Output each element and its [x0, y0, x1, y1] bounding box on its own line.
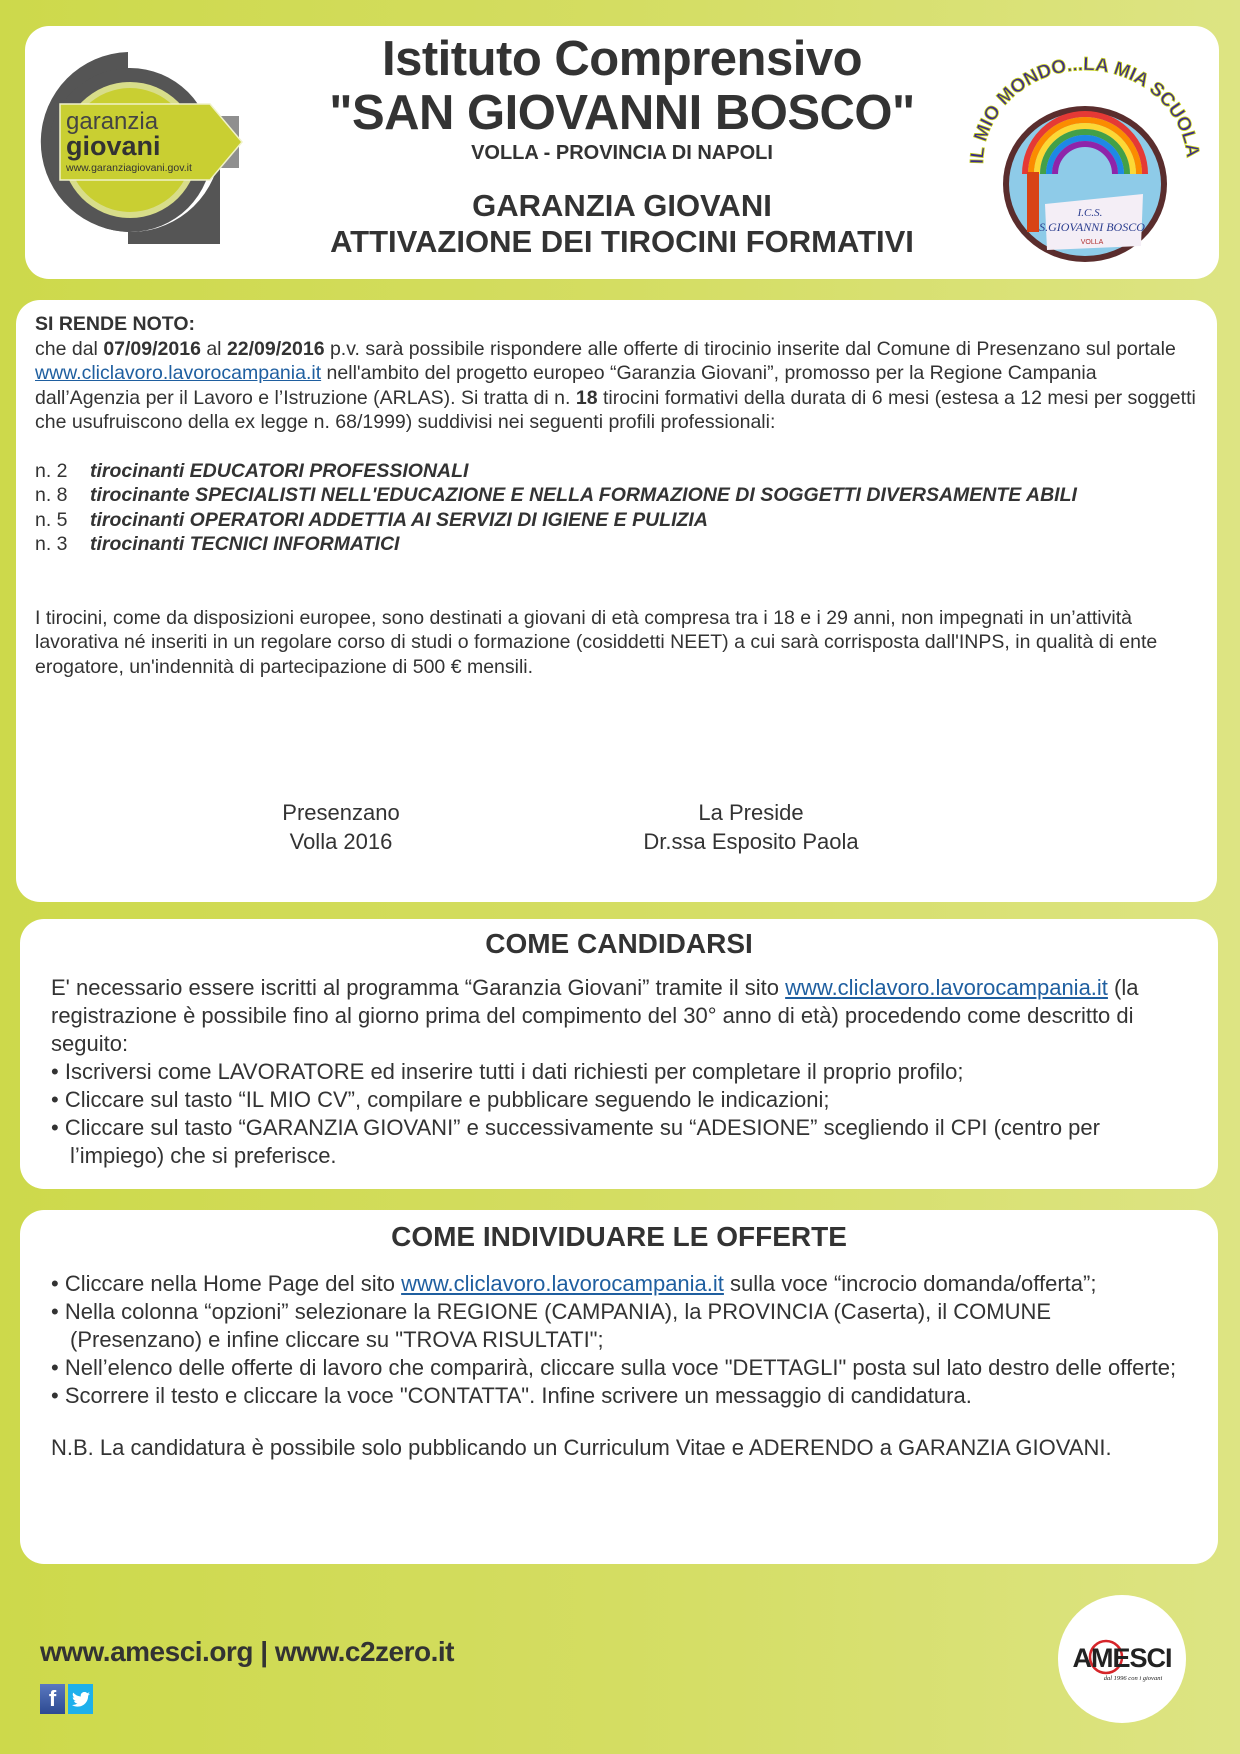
notice-text: che dal	[35, 337, 104, 360]
role-count: n. 5	[35, 508, 68, 531]
apply-step: • Cliccare sul tasto “IL MIO CV”, compilare e pubblicare seguendo le indicazioni;	[51, 1087, 830, 1112]
school-logo-arc-text: IL MIO MONDO...LA MIA SCUOLA	[966, 54, 1203, 165]
notice-paragraph	[35, 337, 1199, 435]
amesci-wordmark: AMESCI	[1072, 1643, 1172, 1673]
role-count: n. 3	[35, 533, 68, 555]
homepage-link[interactable]: www.cliclavoro.lavorocampania.it	[401, 1271, 724, 1296]
step-text: Cliccare sul tasto “GARANZIA GIOVANI” e successivamente su “ADESIONE” scegliendo il CPI (centro per l’impiego) che si preferisce.	[64, 1115, 1100, 1168]
find-offers-card	[20, 1210, 1218, 1564]
step-text: Scorrere il testo e cliccare la voce "CONTATTA". Infine scrivere un messaggio di candidatura.	[64, 1383, 972, 1408]
school-name-line1: Istituto Comprensivo	[381, 32, 863, 86]
apply-intro	[51, 974, 1198, 1058]
school-location: VOLLA - PROVINCIA DI NAPOLI	[471, 142, 773, 164]
school-name-line2: "SAN GIOVANNI BOSCO"	[329, 86, 915, 140]
logo-text-garanzia: garanzia	[66, 108, 159, 135]
role-item	[35, 459, 1199, 484]
roles-list	[35, 459, 1199, 557]
role-item	[35, 532, 1199, 557]
program-subtitle: ATTIVAZIONE DEI TIROCINI FORMATIVI	[330, 224, 914, 259]
place-date	[241, 798, 441, 856]
school-logo-banner-1: I.C.S.	[1077, 207, 1103, 219]
logo-text-url: www.garanziagiovani.gov.it	[66, 162, 192, 174]
role-name: tirocinante SPECIALISTI NELL'EDUCAZIONE E NELLA FORMAZIONE DI SOGGETTI DIVERSAMENTE ABILI	[90, 484, 1077, 506]
notice-body	[35, 312, 1199, 679]
amesci-logo	[1058, 1595, 1186, 1723]
eligibility-paragraph: I tirocini, come da disposizioni europee, sono destinati a giovani di età compresa tra i 18 e i 29 anni, non impegnati in un’attività lavorativa né inseriti in un regolare corso di studi o formazione (cosiddetti NEET) a cui sarà corrisposta dall'INPS, in qualità di ente erogatore, un'indennità di partecipazione di 500 € mensili.	[35, 606, 1158, 678]
role-name: tirocinanti TECNICI INFORMATICI	[90, 533, 400, 555]
signer-name: Dr.ssa Esposito Paola	[643, 829, 859, 854]
notice-label: SI RENDE NOTO:	[35, 313, 195, 335]
how-to-apply-card	[20, 919, 1218, 1189]
amesci-tagline: dal 1996 con i giovani	[1103, 1675, 1163, 1682]
notice-text: nell'ambito del progetto europeo “Garanzia Giovani”, promosso per la Regione Campania dall’Agenzia per il Lavoro e l’Istruzione (ARLAS). Si tratta di n.	[35, 362, 1097, 409]
role-count: n. 2	[35, 459, 68, 482]
school-logo-banner-3: VOLLA	[1080, 239, 1104, 246]
footer-links[interactable]: www.amesci.org | www.c2zero.it	[40, 1636, 454, 1667]
twitter-icon[interactable]	[68, 1684, 93, 1714]
role-name: tirocinanti OPERATORI ADDETTIA AI SERVIZI DI IGIENE E PULIZIA	[90, 508, 708, 531]
apply-step: • Iscriversi come LAVORATORE ed inserire tutti i dati richiesti per completare il proprio profilo;	[51, 1059, 964, 1084]
notice-text: tirocini formativi della durata di 6 mesi (estesa a 12 mesi per soggetti che usufruiscono della ex legge n. 68/1999) suddivisi nei seguenti profili professionali:	[35, 386, 1196, 433]
role-item	[35, 508, 1199, 533]
signature-block	[621, 798, 881, 856]
how-to-apply-title: COME CANDIDARSI	[485, 928, 753, 959]
step-text: sulla voce “incrocio domanda/offerta”;	[723, 1271, 1097, 1296]
place: Presenzano	[282, 800, 400, 825]
date-year: Volla 2016	[289, 829, 393, 854]
step-text: Iscriversi come LAVORATORE ed inserire tutti i dati richiesti per completare il proprio profilo;	[64, 1059, 964, 1084]
find-offers-body	[51, 1270, 1188, 1462]
social-links	[40, 1684, 93, 1714]
how-to-apply-body	[51, 974, 1198, 1170]
offer-step: • Cliccare nella Home Page del sito www.cliclavoro.lavorocampania.it sulla voce “incrocio domanda/offerta”;	[51, 1271, 1097, 1296]
program-title: GARANZIA GIOVANI	[472, 188, 772, 223]
note: N.B. La candidatura è possibile solo pubblicando un Curriculum Vitae e ADERENDO a GARANZIA GIOVANI.	[51, 1435, 1112, 1460]
step-text: Nella colonna “opzioni” selezionare la REGIONE (CAMPANIA), la PROVINCIA (Caserta), il COMUNE (Presenzano) e infine cliccare su "TROVA RISULTATI";	[64, 1299, 1052, 1352]
header-card	[25, 26, 1219, 279]
step-text: Nell’elenco delle offerte di lavoro che comparirà, cliccare sulla voce "DETTAGLI" posta sul lato destro delle offerte;	[64, 1355, 1177, 1380]
apply-text: (la registrazione è possibile fino al giorno prima del compimento del 30° anno di età) procedendo come descritto di seguito:	[51, 975, 1139, 1056]
school-logo-banner-2: S.GIOVANNI BOSCO	[1039, 220, 1145, 234]
date-from: 07/09/2016	[103, 337, 201, 360]
offer-step: • Nella colonna “opzioni” selezionare la REGIONE (CAMPANIA), la PROVINCIA (Caserta), il COMUNE (Presenzano) e infine cliccare su "TROVA RISULTATI";	[51, 1299, 1052, 1352]
apply-step: • Cliccare sul tasto “GARANZIA GIOVANI” e successivamente su “ADESIONE” scegliendo il CPI (centro per l’impiego) che si preferisce.	[51, 1115, 1100, 1168]
school-logo	[965, 54, 1205, 274]
total-internships: 18	[575, 386, 598, 409]
step-text: Cliccare sul tasto “IL MIO CV”, compilare e pubblicare seguendo le indicazioni;	[64, 1087, 830, 1112]
step-text: Cliccare nella Home Page del sito	[64, 1271, 402, 1296]
notice-text: al	[200, 337, 227, 360]
role-count: n. 8	[35, 484, 68, 506]
find-offers-title: COME INDIVIDUARE LE OFFERTE	[391, 1221, 847, 1252]
apply-text: E' necessario essere iscritti al programma “Garanzia Giovani” tramite il sito	[51, 975, 786, 1000]
role-item	[35, 483, 1199, 508]
role-name: tirocinanti EDUCATORI PROFESSIONALI	[90, 459, 469, 482]
notice-card	[16, 300, 1217, 902]
signer-role: La Preside	[698, 800, 804, 825]
notice-text: p.v. sarà possibile rispondere alle offerte di tirocinio inserite dal Comune di Presenzano sul portale	[324, 337, 1176, 360]
logo-text-giovani: giovani	[66, 131, 161, 161]
offer-step: • Nell’elenco delle offerte di lavoro che comparirà, cliccare sulla voce "DETTAGLI" posta sul lato destro delle offerte;	[51, 1355, 1177, 1380]
registration-link[interactable]: www.cliclavoro.lavorocampania.it	[785, 975, 1108, 1000]
date-to: 22/09/2016	[226, 337, 325, 360]
facebook-icon[interactable]: f	[40, 1684, 65, 1714]
portal-link[interactable]: www.cliclavoro.lavorocampania.it	[35, 362, 322, 384]
offer-step: • Scorrere il testo e cliccare la voce "CONTATTA". Infine scrivere un messaggio di candidatura.	[51, 1383, 972, 1408]
